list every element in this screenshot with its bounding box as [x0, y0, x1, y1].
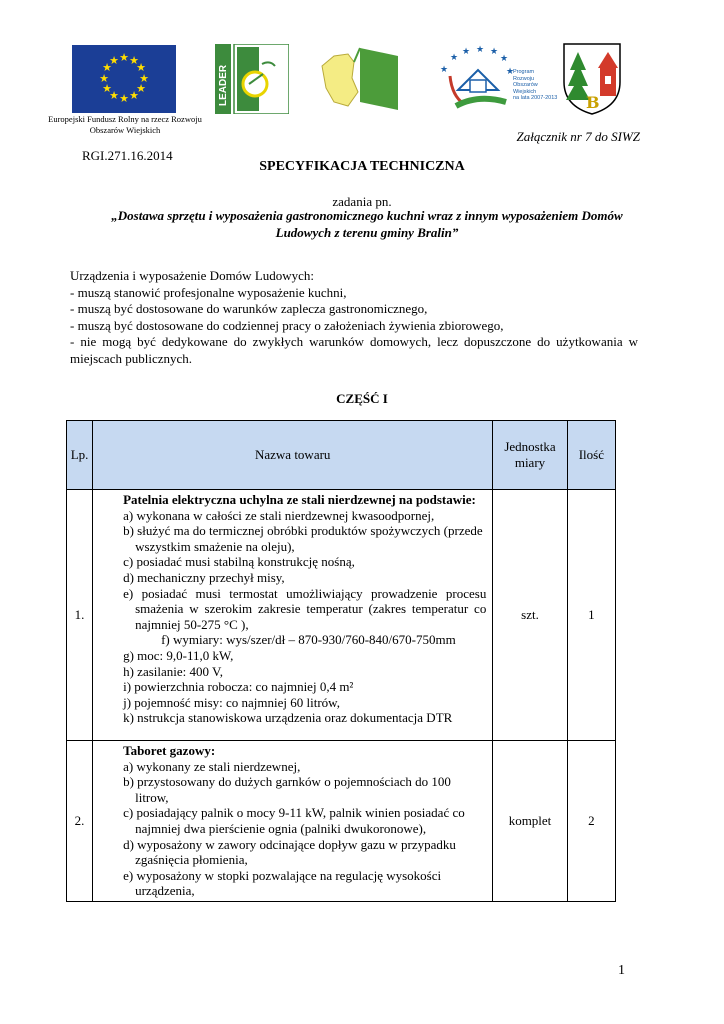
task-name: „Dostawa sprzętu i wyposażenia gastronomicznego kuchni wraz z innym wyposażeniem Domów Ludowych z terenu gminy Bralin” [111, 208, 623, 240]
svg-text:★: ★ [476, 45, 485, 55]
svg-text:★: ★ [506, 67, 515, 77]
row-line: k) nstrukcja stanowiskowa urządzenia oraz dokumentacja DTR [123, 710, 453, 726]
table-header-row [67, 421, 616, 490]
svg-text:★: ★ [129, 89, 139, 102]
row-line: c) posiadający palnik o mocy 9-11 kW, palnik winien posiadać co najmniej dwa pierścienie ognia (palniki dwukoronowe), [123, 805, 465, 836]
row-line: g) moc: 9,0-11,0 kW, [123, 647, 234, 663]
prow-logo-text: Program Rozwoju Obszarów Wiejskich na lata 2007-2013 [513, 69, 558, 102]
svg-text:★: ★ [109, 54, 119, 67]
row-line: c) posiadać musi stabilną konstrukcję nośną, [123, 554, 355, 570]
row-line: j) pojemność misy: co najmniej 60 litrów, [123, 694, 340, 710]
row-line: h) zasilanie: 400 V, [123, 663, 223, 679]
reference-number: RGI.271.16.2014 [82, 148, 173, 163]
eu-flag-logo [72, 45, 176, 113]
requirement-item: - muszą być dostosowane do warunków zaplecza gastronomicznego, [70, 301, 428, 317]
row-line: e) wyposażony w stopki pozwalające na regulację wysokości urządzenia, [123, 867, 442, 899]
svg-text:B: B [586, 93, 600, 112]
leader-logo [215, 44, 289, 114]
document-title: SPECYFIKACJA TECHNICZNA [259, 159, 465, 174]
svg-text:★: ★ [139, 72, 149, 85]
requirements-intro: Urządzenia i wyposażenie Domów Ludowych: [70, 268, 315, 283]
row-line: e) posiadać musi termostat umożliwiający prowadzenie procesu smażenia w szerokim zakresie temperatur (zakres temperatur co najmniej 50-275 °C ), [123, 585, 487, 632]
svg-text:★: ★ [129, 54, 139, 67]
svg-text:★: ★ [450, 53, 459, 63]
row-line: d) wyposażony w zawory odcinające dopływ gazu w przypadku zgaśnięcia płomienia, [123, 836, 456, 868]
svg-text:★: ★ [109, 89, 119, 102]
row-line: d) mechaniczny przechył misy, [123, 569, 285, 585]
svg-text:★: ★ [102, 61, 112, 74]
row-description [93, 490, 493, 741]
svg-text:★: ★ [462, 47, 471, 57]
row-title: Patelnia elektryczna uchylna ze stali nierdzewnej na podstawie: [123, 492, 476, 507]
requirement-item: - muszą być dostosowane do codziennej pracy o założeniach żywienia zbiorowego, [70, 317, 504, 333]
specification-table [66, 420, 616, 902]
row-unit: szt. [493, 490, 567, 741]
header-name: Nazwa towaru [93, 421, 493, 490]
row-lp: 2. [67, 741, 93, 902]
header-unit: Jednostka miary [493, 421, 567, 490]
table-row [67, 741, 616, 902]
row-description [93, 741, 493, 902]
row-line: a) wykonany ze stali nierdzewnej, [123, 758, 301, 774]
row-qty: 1 [567, 490, 615, 741]
header-qty: Ilość [567, 421, 615, 490]
section-title: CZĘŚĆ I [336, 391, 388, 406]
row-unit: komplet [493, 741, 567, 902]
row-title: Taboret gazowy: [123, 743, 216, 758]
page-number: 1 [618, 963, 625, 978]
svg-text:★: ★ [102, 82, 112, 95]
svg-text:★: ★ [440, 65, 449, 75]
leader-logo-text: LEADER [218, 64, 229, 106]
requirements-block [70, 268, 638, 368]
svg-text:★: ★ [119, 51, 129, 64]
wielkopolska-logo [318, 44, 400, 114]
bralin-crest-logo [562, 42, 622, 116]
row-line: a) wykonana w całości ze stali nierdzewnej kwasoodpornej, [123, 507, 435, 523]
annex-label: Załącznik nr 7 do SIWZ [516, 129, 640, 144]
eu-caption: Europejski Fundusz Rolny na rzecz Rozwoju Obszarów Wiejskich [48, 114, 202, 135]
row-line: b) przystosowany do dużych garnków o pojemnościach do 100 litrow, [123, 774, 451, 805]
svg-text:★: ★ [490, 47, 499, 57]
svg-text:★: ★ [136, 61, 146, 74]
svg-text:★: ★ [119, 92, 129, 105]
requirement-item: - nie mogą być dedykowane do zwykłych warunków domowych, lecz dopuszczone do użytkowania w miejscach publicznych. [70, 334, 638, 366]
row-line: i) powierzchnia robocza: co najmniej 0,4 m² [123, 679, 354, 695]
row-lp: 1. [67, 490, 93, 741]
svg-text:★: ★ [136, 82, 146, 95]
requirement-item: - muszą stanowić profesjonalne wyposażenie kuchni, [70, 284, 347, 300]
row-qty: 2 [567, 741, 615, 902]
row-line: f) wymiary: wys/szer/dł – 870-930/760-840/670-750mm [161, 632, 456, 648]
task-intro: zadania pn. [332, 194, 392, 209]
header-lp: Lp. [67, 421, 93, 490]
svg-text:★: ★ [99, 72, 109, 85]
svg-text:★: ★ [500, 54, 509, 64]
row-line: b) służyć ma do termicznej obróbki produktów spożywczych (przede wszystkim smażenie na oleju), [123, 523, 483, 554]
table-row [67, 490, 616, 741]
